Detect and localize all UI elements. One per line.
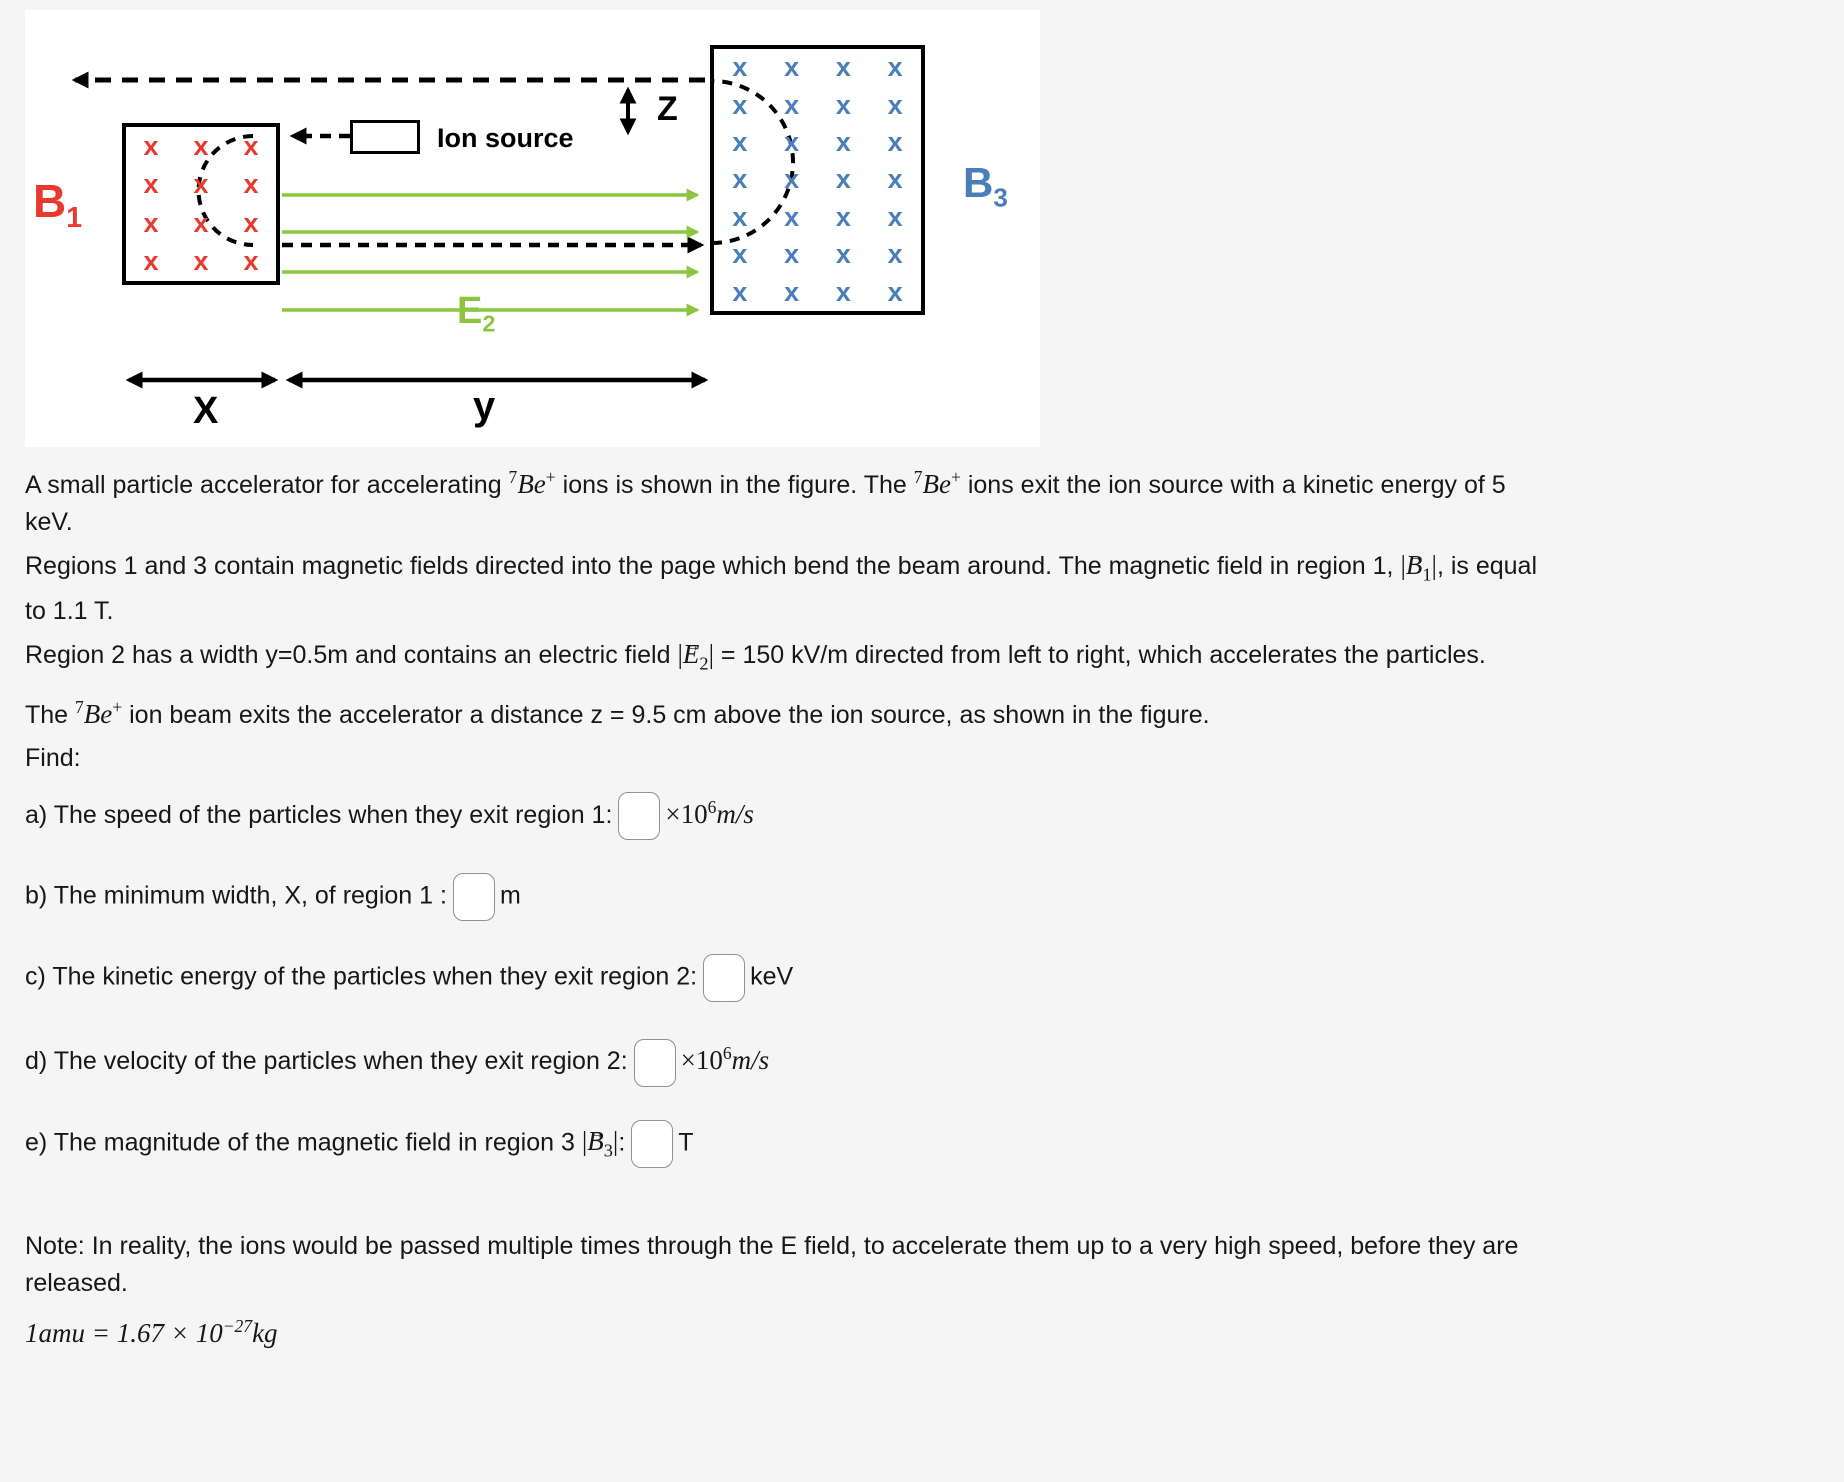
field-into-page-icon: x [243,169,259,200]
field-into-page-icon: x [193,169,209,200]
field-into-page-icon: x [835,239,851,270]
field-into-page-icon: x [143,130,159,161]
be-ion-symbol: $^7$Be+ [508,467,556,499]
text-run: = 150 kV/m directed from left to right, which accelerates the particles. [713,641,1486,670]
field-into-page-icon: x [784,164,800,195]
field-into-page-icon: x [784,127,800,158]
z-distance-label: Z [657,90,678,128]
b1-field-label: $B_1$ [33,175,83,235]
field-into-page-icon: x [243,246,259,277]
x-width-label: X [193,390,219,432]
field-into-page-icon: x [835,164,851,195]
ion-source-box [350,120,420,154]
field-into-page-icon: x [887,239,903,270]
field-into-page-icon: x [835,89,851,120]
field-into-page-icon: x [193,246,209,277]
field-into-page-icon: x [835,276,851,307]
field-into-page-icon: x [887,276,903,307]
field-into-page-icon: x [784,239,800,270]
e2-field-label: $E_2$ [457,290,496,337]
problem-paragraph-4 [25,689,1555,734]
question-e-text: e) The magnitude of the magnetic field in region 3 [25,1128,582,1157]
field-into-page-icon: x [835,52,851,83]
field-into-page-icon: x [887,52,903,83]
text-run: The [25,700,76,729]
question-c-text: c) The kinetic energy of the particles when they exit region 2: [25,962,698,991]
field-into-page-icon: x [887,89,903,120]
be-ion-symbol: $^7$Be+ [913,467,961,499]
answer-input-c[interactable] [703,954,745,1002]
field-into-page-icon: x [835,201,851,232]
question-b-unit: m [499,881,521,910]
field-into-page-icon: x [732,276,748,307]
field-into-page-icon: x [193,130,209,161]
field-into-page-icon: x [784,89,800,120]
text-run: Regions 1 and 3 contain magnetic fields directed into the page which bend the beam around. The magnetic field in region 1, [25,552,1401,580]
note-block [25,1228,1555,1352]
question-c [25,954,1555,1002]
question-e-unit: T [678,1128,694,1157]
question-b [25,873,1555,921]
field-into-page-icon: x [887,164,903,195]
question-d [25,1035,1555,1086]
field-into-page-icon: x [835,127,851,158]
field-into-page-icon: x [732,239,748,270]
y-width-label: y [473,384,496,428]
region3-box [710,45,925,315]
question-d-text: d) The velocity of the particles when they exit region 2: [25,1047,628,1076]
region1-box [122,123,280,285]
b1-magnitude-symbol: $|B \to_1|$ [1400,550,1437,580]
field-into-page-icon: x [243,207,259,238]
text-run: ions is shown in the figure. The [555,471,914,499]
problem-paragraph-3 [25,636,1555,682]
question-a-unit: $\times 10^6m/s$ [665,796,754,829]
field-into-page-icon: x [887,127,903,158]
field-into-page-icon: x [732,164,748,195]
field-into-page-icon: x [784,276,800,307]
field-into-page-icon: x [732,201,748,232]
field-into-page-icon: x [143,246,159,277]
answer-input-b[interactable] [453,873,495,921]
b3-magnitude-symbol: $|B \to_3|$ [582,1126,619,1156]
note-text: Note: In reality, the ions would be passed multiple times through the E field, to accelerate them up to a very high speed, before they are released. [25,1231,1519,1297]
field-into-page-icon: x [784,52,800,83]
field-into-page-icon: x [887,201,903,232]
text-run: , is equal to 1.1 T. [25,552,1537,626]
text-run: ions exit the ion source with a kinetic energy of 5 keV. [25,471,1506,536]
field-into-page-icon: x [784,201,800,232]
question-a-text: a) The speed of the particles when they exit region 1: [25,800,613,829]
field-into-page-icon: x [193,207,209,238]
field-into-page-icon: x [732,52,748,83]
field-into-page-icon: x [732,89,748,120]
e2-magnitude-symbol: $|E \to_2|$ [677,639,714,669]
field-into-page-icon: x [243,130,259,161]
problem-statement [25,459,1555,1352]
question-b-text: b) The minimum width, X, of region 1 : [25,881,447,910]
question-d-unit: $\times 10^6m/s$ [680,1043,770,1076]
be-ion-symbol: $^7$Be+ [75,696,123,729]
text-run: Region 2 has a width y=0.5m and contains an electric field [25,641,678,670]
text-run: A small particle accelerator for accelerating [25,471,509,499]
text-run: ion beam exits the accelerator a distance z = 9.5 cm above the ion source, as shown in the figure. [122,700,1210,729]
field-into-page-icon: x [143,169,159,200]
answer-input-d[interactable] [634,1039,676,1087]
problem-paragraph-2 [25,547,1555,630]
find-label: Find: [25,743,81,772]
question-a [25,789,1555,840]
question-c-unit: keV [750,962,794,991]
accelerator-diagram [25,10,1040,447]
question-e [25,1120,1555,1170]
b3-field-label: $B_3$ [963,159,1008,213]
text-run: : [618,1128,626,1157]
answer-input-e[interactable] [631,1120,673,1168]
field-into-page-icon: x [732,127,748,158]
problem-paragraph-1 [25,459,1555,541]
answer-input-a[interactable] [618,792,660,840]
ion-source-label: Ion source [437,123,574,153]
amu-definition: $1amu = 1.67 \times 10^{-27}kg$ [25,1315,278,1348]
field-into-page-icon: x [143,207,159,238]
